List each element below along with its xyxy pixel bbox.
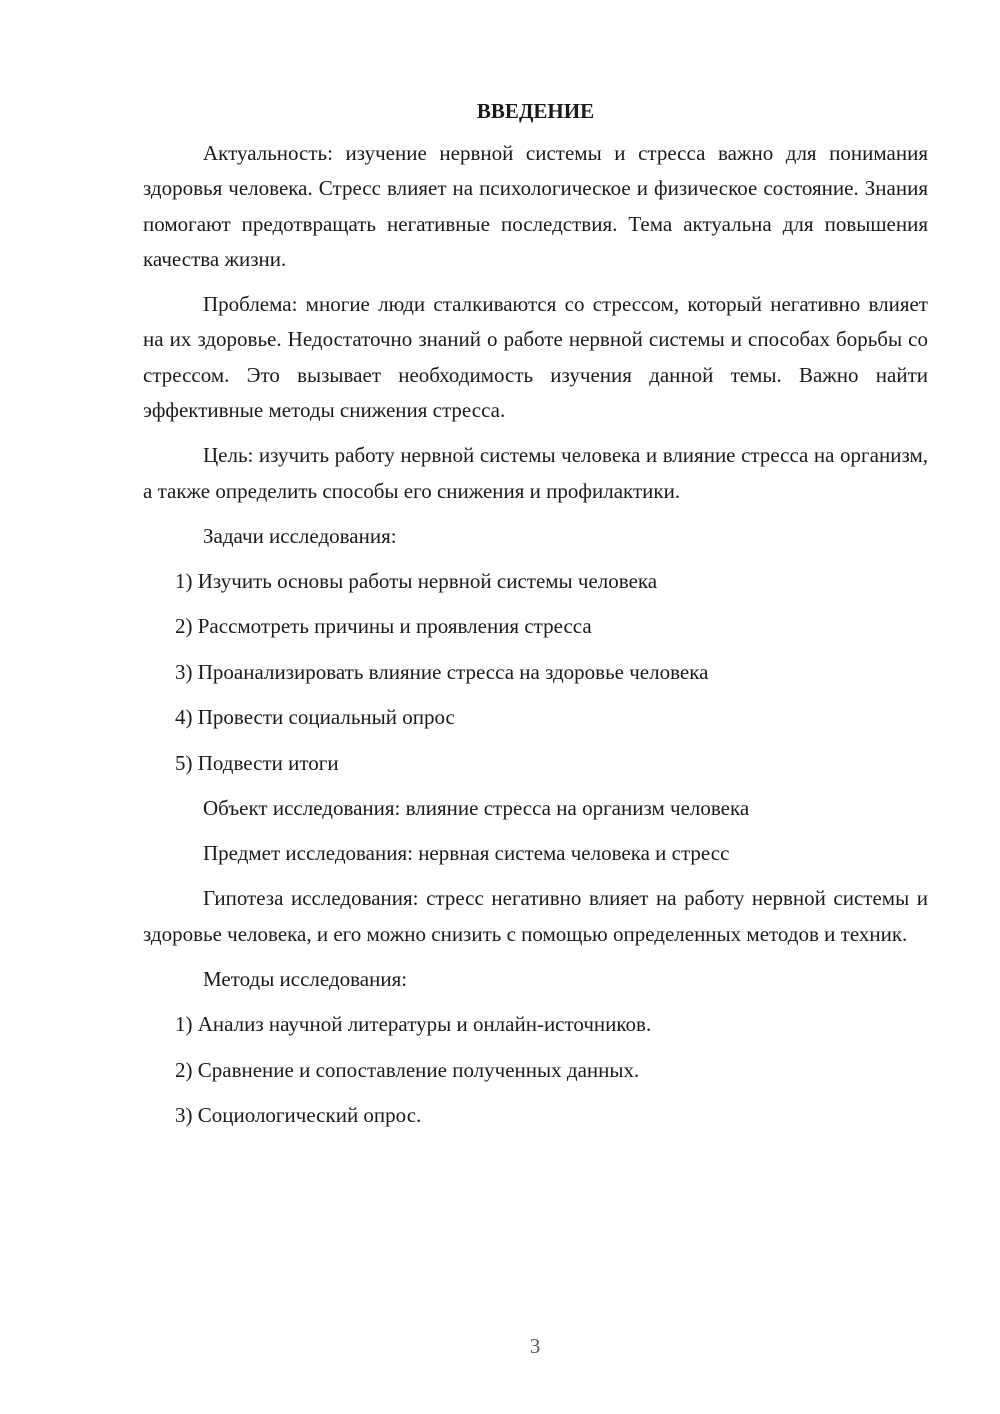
tasks-heading: Задачи исследования: [203,523,397,548]
list-item: 2) Рассмотреть причины и проявления стресса [175,614,592,639]
list-item: 3) Социологический опрос. [175,1103,422,1128]
list-item: 1) Анализ научной литературы и онлайн-источников. [175,1012,652,1037]
problem-paragraph: Проблема: многие люди сталкиваются со стрессом, который негативно влияет на их здоровье. Недостаточно знаний о работе нервной системы и способах борьбы со стрессом. Это вызывает необходимость изучения данной темы. Важно найти эффективные методы снижения стресса. [143,292,928,423]
hypothesis-paragraph: Гипотеза исследования: стресс негативно влияет на работу нервной системы и здоровье человека, и его можно снизить с помощью определенных методов и техник. [143,886,928,946]
list-item: 3) Проанализировать влияние стресса на здоровье человека [175,659,709,684]
page-title: ВВЕДЕНИЕ [476,99,595,123]
goal-paragraph: Цель: изучить работу нервной системы человека и влияние стресса на организм, а также определить способы его снижения и профилактики. [143,443,928,503]
object-line: Объект исследования: влияние стресса на организм человека [203,796,750,821]
subject-line: Предмет исследования: нервная система человека и стресс [203,841,730,866]
methods-list [143,1007,928,1133]
page-number: 3 [529,1334,541,1358]
document-page [143,96,928,1144]
relevance-paragraph: Актуальность: изучение нервной системы и стресса важно для понимания здоровья человека. Стресс влияет на психологическое и физическое состояние. Знания помогают предотвращать негативные последствия. Тема актуальна для повышения качества жизни. [143,141,928,271]
list-item: 2) Сравнение и сопоставление полученных данных. [175,1057,640,1082]
methods-heading: Методы исследования: [203,967,408,992]
list-item: 1) Изучить основы работы нервной системы человека [175,568,658,593]
tasks-list [143,564,928,781]
list-item: 4) Провести социальный опрос [175,705,455,730]
list-item: 5) Подвести итоги [175,750,339,775]
